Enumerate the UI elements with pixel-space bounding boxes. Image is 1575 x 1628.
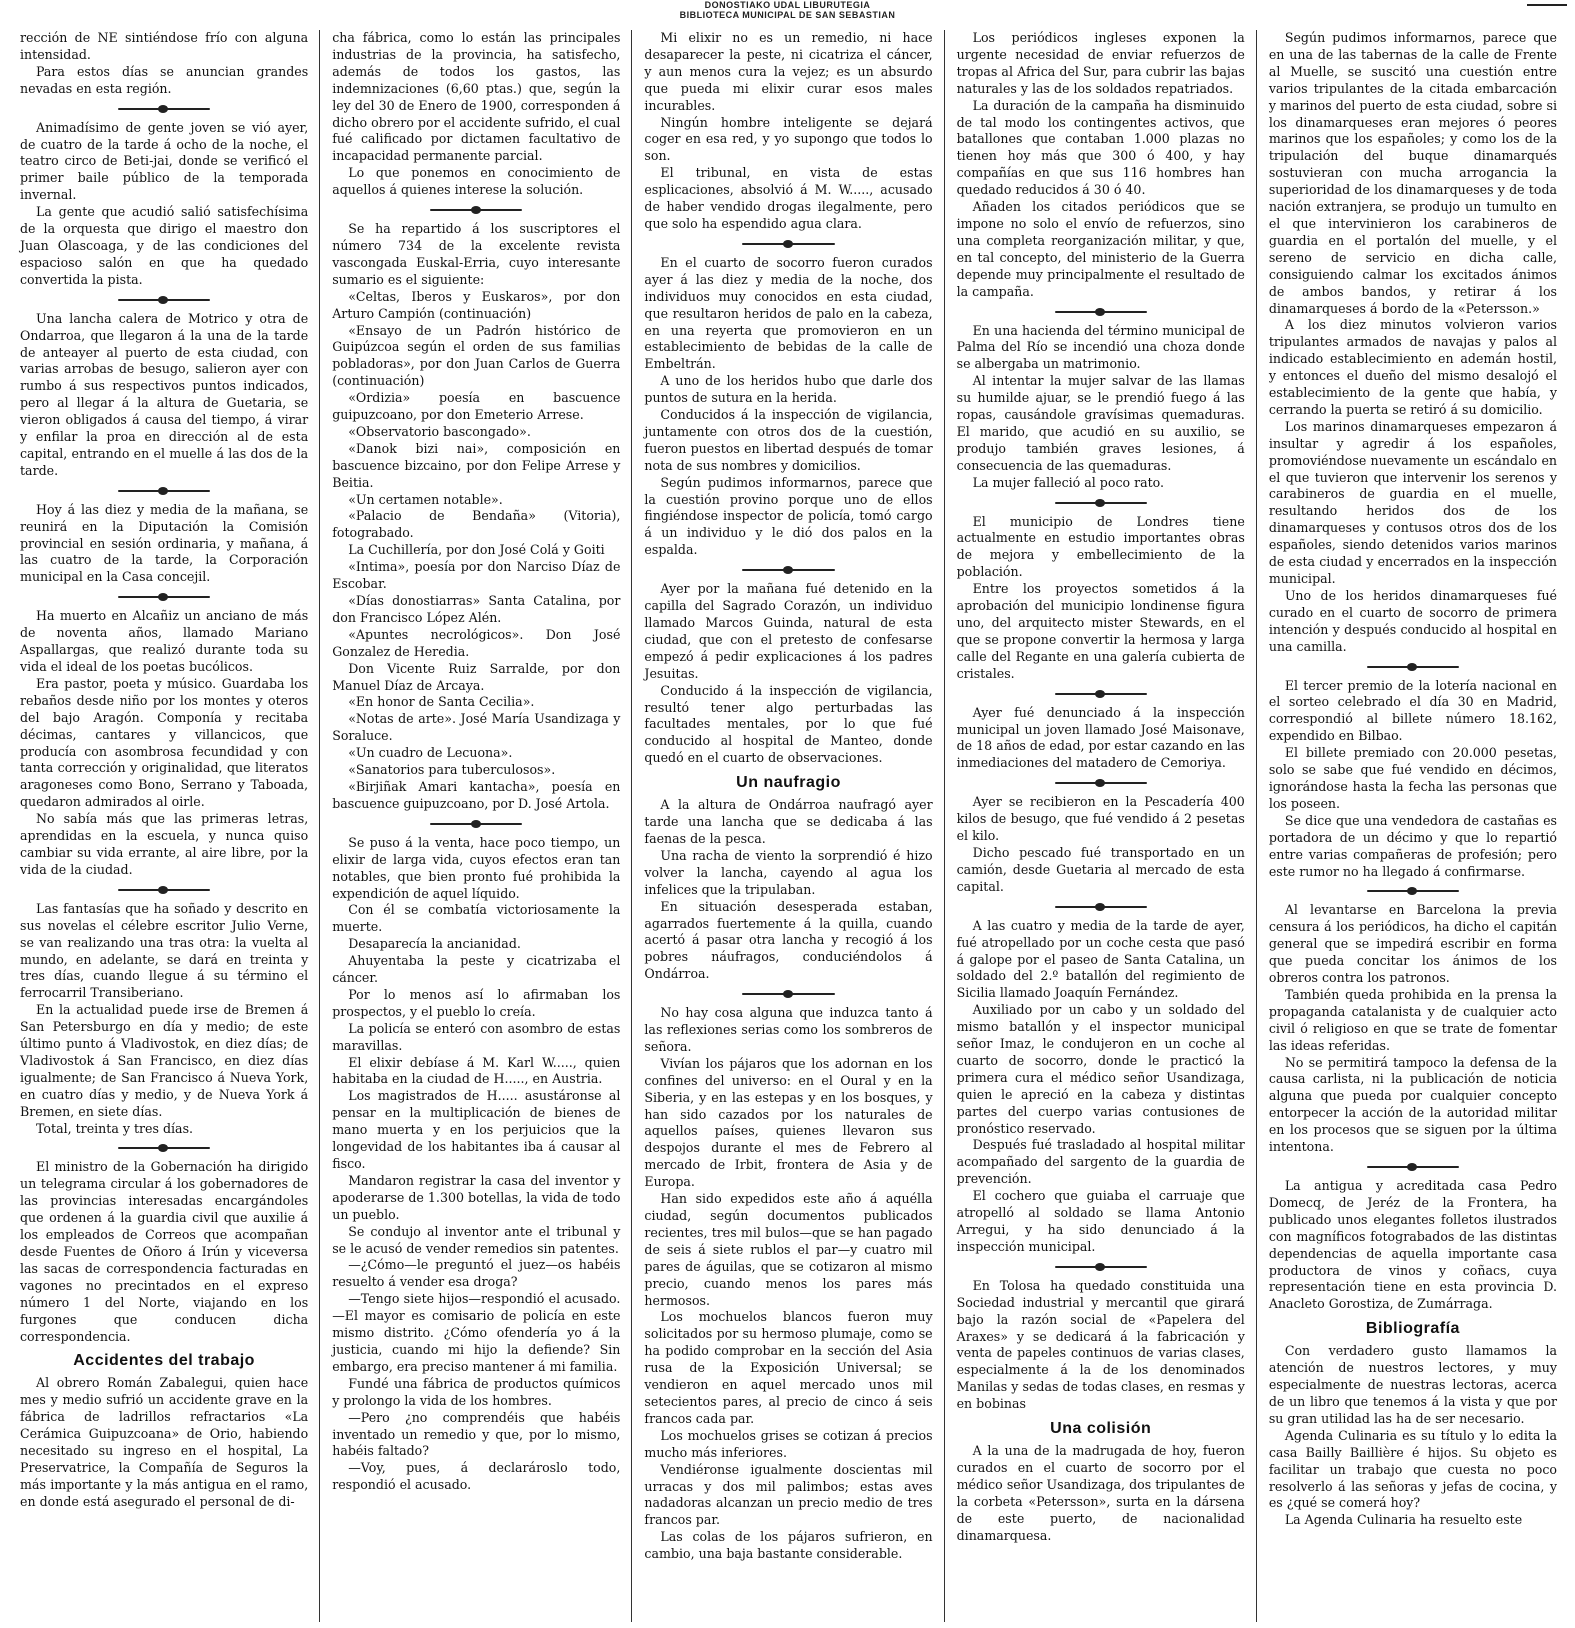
paragraph: Conducido á la inspección de vigilancia, resultó tener algo perturbadas las facultades mentales, por lo que fué conducido al hospital de Manteo, donde quedó en el cuarto de observaciones. <box>644 682 933 766</box>
separator <box>332 203 620 217</box>
paragraph: Para estos días se anuncian grandes nevadas en esta región. <box>20 63 309 96</box>
paragraph: Añaden los citados periódicos que se impone no solo el envío de refuerzos, sino una completa reorganización militar, y que, en tal concepto, del ministerio de la Guerra depende muy principalmente el resultado de la campaña. <box>956 199 1245 299</box>
paragraph: El billete premiado con 20.000 pesetas, solo se sabe que fué vendido en décimos, ignorándose hasta la fecha las personas que los poseen. <box>1268 745 1558 811</box>
paragraph: A las cuatro y media de la tarde de ayer, fué atropellado por un coche cesta que pasó á galope por el paseo de Santa Catalina, un soldado del 2.º batallón del regimiento de Sicilia llamado Joaquín Fernández. <box>956 917 1245 1001</box>
paragraph: Ayer por la mañana fué detenido en la capilla del Sagrado Corazón, un individuo llamado Marcos Guinda, natural de esta ciudad, que con el pretesto de confesarse empezó á pedir explicaciones á los padres Jesuitas. <box>644 581 933 681</box>
paragraph: Vendiéronse igualmente doscientas mil urracas y dos mil palimbos; estas aves nadadoras alcanzan un precio medio de tres francos par. <box>644 1461 933 1528</box>
paragraph: En el cuarto de socorro fueron curados ayer á las diez y media de la noche, dos individuos muy conocidos en esta ciudad, que resultaron heridos de palo en la cabeza, en una reyerta que promovieron en un establecimiento de bebidas de la calle de Embeltrán. <box>644 254 933 372</box>
paragraph: Al levantarse en Barcelona la previa censura á los periódicos, ha dicho el capitán general que se impedirá escribir en forma que pueda concitar los ánimos de los obreros contra los patronos. <box>1268 902 1558 986</box>
separator <box>20 102 308 116</box>
separator <box>957 900 1245 914</box>
column-5 <box>1257 30 1568 1622</box>
summary-item: «Birjiñak Amari kantacha», poesía en bascuence guipuzcoano, por D. José Artola. <box>332 778 621 811</box>
separator <box>957 496 1245 510</box>
header-line-1: DONOSTIAKO UDAL LIBURUTEGIA <box>704 0 871 10</box>
paragraph: Con él se combatía victoriosamente la muerte. <box>332 902 621 935</box>
column-1 <box>8 30 320 1622</box>
paragraph: Han sido expedidos este año á aquélla ciudad, según documentos publicados recientes, tres mil bulos—que se han pagado de seis á siete rublos el par—y cuatro mil pares de águilas, que se cotizaron al mismo precio, cuando menos los pares más hermosos. <box>644 1191 933 1308</box>
paragraph: El tribunal, en vista de estas esplicaciones, absolvió á M. W....., acusado de haber vendido drogas ilegalmente, pero que solo ha espendido agua clara. <box>644 165 933 231</box>
paragraph: A uno de los heridos hubo que darle dos puntos de sutura en la herida. <box>644 373 933 406</box>
paragraph: Mandaron registrar la casa del inventor y apoderarse de 1.300 botellas, la vida de todo un pueblo. <box>332 1172 621 1222</box>
paragraph: Con verdadero gusto llamamos la atención de nuestros lectores, y muy especialmente de nuestras lectoras, acerca de un libro que tenemos á la vista y que por su gran utilidad las ha de ser necesario. <box>1268 1343 1558 1426</box>
paragraph: rección de NE sintiéndose frío con alguna intensidad. <box>20 30 309 62</box>
paragraph: En una hacienda del término municipal de Palma del Río se incendió una choza donde se albergaba un matrimonio. <box>956 322 1245 372</box>
summary-item: «Celtas, Iberos y Euskaros», por don Arturo Campión (continuación) <box>332 288 621 321</box>
separator <box>644 237 932 251</box>
separator <box>1269 660 1557 674</box>
separator <box>644 987 932 1001</box>
summary-item: «Un cuadro de Lecuona». <box>348 745 513 761</box>
separator <box>957 1260 1245 1274</box>
column-3 <box>632 30 944 1622</box>
paragraph: Lo que ponemos en conocimiento de aquellos á quienes interese la solución. <box>332 165 621 198</box>
separator <box>20 1141 308 1155</box>
paragraph: La duración de la campaña ha disminuido de tal modo los contingentes activos, que batallones que contaban 1.000 plazas no tienen hoy más que 300 ó 400, y hay compañías en que sus 116 hombres han quedado reducidos á 30 ó 40. <box>956 97 1245 198</box>
summary-item: «Ordizia» poesía en bascuence guipuzcoano, por don Emeterio Arrese. <box>332 390 621 423</box>
section-heading: Una colisión <box>1050 1420 1152 1438</box>
separator <box>957 305 1245 319</box>
summary-item: «Sanatorios para tuberculosos». <box>348 762 556 778</box>
paragraph: La mujer falleció al poco rato. <box>972 474 1165 490</box>
paragraph: Ningún hombre inteligente se dejará coger en esa red, y yo supongo que todos lo son. <box>644 114 933 164</box>
paragraph: Entre los proyectos sometidos á la aprobación del municipio londinense figura uno, del arquitecto mister Stewards, en el que se propone convertir la hermosa y larga calle del Regante en una galería cubierta de cristales. <box>956 581 1245 681</box>
paragraph: Al obrero Román Zabalegui, quien hace mes y medio sufrió un accidente grave en la fábrica de ladrillos refractarios «La Cerámica Guipuzcoana» de Orio, habiendo necesitado su ingreso en el hospital, La Preservatrice, la Compañía de Seguros la más importante y la más antigua en el ramo, en donde está asegurado el personal de di- <box>20 1375 309 1509</box>
paragraph: Ayer se recibieron en la Pescadería 400 kilos de besugo, que fué vendido á 2 pesetas el kilo. <box>956 794 1245 844</box>
summary-item: «Días donostiarras» Santa Catalina, por don Francisco López Alén. <box>332 593 621 625</box>
summary-item: «En honor de Santa Cecilia». <box>348 694 535 710</box>
paragraph: Conducidos á la inspección de vigilancia, juntamente con otros dos de la cuestión, fueron puestos en libertad después de tomar nota de sus nombres y domicilios. <box>644 407 933 473</box>
paragraph: Era pastor, poeta y músico. Guardaba los rebaños desde niño por los montes y oteros del bajo Aragón. Componía y recitaba décimas, cantares y villancicos, que producía con asombrosa fecundidad y con tanta corrección y originalidad, que literatos aragoneses como Bono, Serrano y Taboada, quedaron admirados al oirle. <box>20 675 309 810</box>
paragraph: La gente que acudió salió satisfechísima de la orquesta que dirigo el maestro don Juan Olascoaga, y de las condiciones del espacioso salón en que ha quedado convertida la pista. <box>20 204 309 287</box>
paragraph: La Agenda Culinaria ha resuelto este <box>1284 1512 1523 1528</box>
paragraph: —Voy, pues, á declarároslo todo, respondió el acusado. <box>332 1460 621 1493</box>
paragraph: En Tolosa ha quedado constituida una Sociedad industrial y mercantil que girará bajo la razón social de «Papelera del Araxes» y se dedicará á la fabricación y venta de papeles continuos de varias clases, especialmente á la de los denominados Manilas y sedas de todas clases, en resmas y en bobinas <box>956 1277 1245 1412</box>
paragraph: Una racha de viento la sorprendió é hizo volver la lancha, cayendo al agua los infelices que la tripulaban. <box>644 847 933 897</box>
paragraph: Ahuyentaba la peste y cicatrizaba el cáncer. <box>332 953 621 986</box>
separator <box>20 484 308 498</box>
paragraph: cha fábrica, como lo están las principales industrias de la provincia, ha satisfecho, además de todos los gastos, las indemnizaciones (6,60 ptas.) que, según la ley del 30 de Enero de 1900, corresponden á dicho obrero por el accidente sufrido, el cual fué calificado por dictamen facultativo de incapacidad permanente parcial. <box>332 30 621 164</box>
summary-item: «Intima», poesía por don Narciso Díaz de Escobar. <box>332 559 621 592</box>
paragraph: —¿Cómo—le preguntó el juez—os habéis resuelto á vender esa droga? <box>332 1257 621 1290</box>
paragraph: No sabía más que las primeras letras, aprendidas en la escuela, y nunca quiso cambiar su vida errante, al aire libre, por la vida de la ciudad. <box>20 811 309 877</box>
separator <box>1269 884 1557 898</box>
paragraph: Total, treinta y tres días. <box>36 1120 194 1136</box>
paragraph: Los magistrados de H..... asustáronse al pensar en la multiplicación de bienes de mano muerta y en los perjuicios que la longevidad de los habitantes iba á causar al fisco. <box>332 1088 621 1171</box>
paragraph: A los diez minutos volvieron varios tripulantes armados de navajas y palos al indicado establecimiento en ademán hostil, y entonces el dueño del mismo desalojó el establecimiento de la gente que había, y cerrando la puerta se retiró á su domicilio. <box>1268 317 1558 417</box>
paragraph: También queda prohibida en la prensa la propaganda catalanista y de cualquier acto civil ó religioso en que se trate de fomentar las ideas referidas. <box>1268 986 1558 1053</box>
paragraph: En situación desesperada estaban, agarrados fuertemente á la quilla, cuando acertó á pasar otra lancha y recogió á los pobres náufragos, conduciéndolos á Ondárroa. <box>644 898 933 982</box>
paragraph: Hoy á las diez y media de la mañana, se reunirá en la Diputación la Comisión provincial en sesión ordinaria, y mañana, á las cuatro de la tarde, la Corporación municipal en la Casa concejil. <box>20 501 309 585</box>
paragraph: Desaparecía la ancianidad. <box>348 936 521 952</box>
separator <box>20 590 308 604</box>
summary-item: «Ensayo de un Padrón histórico de Guipúzcoa según el orden de sus familias pobladoras», por don Juan Carlos de Guerra (continuación) <box>332 322 621 389</box>
paragraph: Los mochuelos grises se cotizan á precios mucho más inferiores. <box>644 1427 933 1460</box>
section-heading: Un naufragio <box>736 774 841 792</box>
paragraph: Después fué trasladado al hospital militar acompañado del sargento de la guardia de prevención. <box>956 1137 1245 1187</box>
paragraph: Ha muerto en Alcañiz un anciano de más de noventa años, llamado Mariano Aspallargas, que realizó durante toda su vida el ideal de los poetas bucólicos. <box>20 608 309 674</box>
paragraph: El cochero que guiaba el carruaje que atropelló al soldado se llama Antonio Arregui, y ha sido denunciado á la inspección municipal. <box>956 1188 1245 1254</box>
paragraph: El elixir debíase á M. Karl W....., quien habitaba en la ciudad de H....., en Austria. <box>332 1054 621 1087</box>
paragraph: Se puso á la venta, hace poco tiempo, un elixir de larga vida, cuyos efectos eran tan notables, que bien pronto fué prohibida la expendición de aquel líquido. <box>332 834 621 901</box>
summary-item: La Cuchillería, por don José Colá y Goiti <box>348 542 605 558</box>
separator <box>957 776 1245 790</box>
paragraph: Por lo menos así lo afirmaban los prospectos, y el pueblo lo creía. <box>332 986 621 1019</box>
paragraph: Los periódicos ingleses exponen la urgente necesidad de enviar refuerzos de tropas al Africa del Sur, para cubrir las bajas naturales y las de los soldados repatriados. <box>956 30 1245 96</box>
paragraph: Una lancha calera de Motrico y otra de Ondarroa, que llegaron á la una de la tarde de anteayer al puerto de esta ciudad, con varias arrobas de besugo, salieron ayer con rumbo á sus respectivos puntos indicados, pero al llegar á la altura de Guetaria, se vieron obligados á causa del tiempo, á virar y enfilar la proa en dirección al de esta capital, entrando en el muelle á las dos de la tarde. <box>20 310 309 478</box>
paragraph: Uno de los heridos dinamarqueses fué curado en el cuarto de socorro de primera intención y después conducido al hospital en una camilla. <box>1268 587 1558 654</box>
paragraph: Animadísimo de gente joven se vió ayer, de cuatro de la tarde á ocho de la noche, el teatro circo de Beti-jai, donde se verificó el primer baile público de la temporada invernal. <box>20 119 309 203</box>
header-line-2: BIBLIOTECA MUNICIPAL DE SAN SEBASTIAN <box>679 10 896 20</box>
section-heading: Accidentes del trabajo <box>73 1352 255 1370</box>
summary-item: «Danok bizi nai», composición en bascuence bizcaino, por don Felipe Arrese y Beitia. <box>332 440 621 490</box>
summary-item: «Un certamen notable». <box>348 491 503 507</box>
paragraph: El tercer premio de la lotería nacional en el sorteo celebrado el día 30 en Madrid, correspondió al billete número 18.162, expendido en Bilbao. <box>1268 677 1558 744</box>
paragraph: Las colas de los pájaros sufrieron, en cambio, una baja bastante considerable. <box>644 1529 933 1562</box>
paragraph: Ayer fué denunciado á la inspección municipal un joven llamado José Maisonave, de 18 años de edad, por estar cazando en las inmediaciones del matadero de Cemoriya. <box>956 704 1245 771</box>
column-4 <box>945 30 1257 1622</box>
summary-item: «Observatorio bascongado». <box>348 423 531 439</box>
paragraph: Al intentar la mujer salvar de las llamas su humilde ajuar, se le prendió fuego á las ropas, causándole gravísimas quemaduras. El marido, que acudió en su auxilio, se produjo también graves lesiones, á consecuencia de las quemaduras. <box>956 373 1245 473</box>
paragraph: Según pudimos informarnos, parece que en una de las tabernas de la calle de Frente al Muelle, se suscitó una cuestión entre varios tripulantes de la citada embarcación y marinos del puerto de esta ciudad, sobre si los dinamarqueses eran mejores ó peores marinos que los españoles; y como los de la tripulación del buque dinamarqués sostuvieran con mucha arrogancia la superioridad de los dinamarqueses y de toda nación extranjera, se produjo un tumulto en el que intervinieron los carabineros de guardia en el portalón del muelle, y el sereno de servicio en dicha calle, consiguiendo calmar los excitados ánimos de ambos bandos, y retirar á los dinamarqueses á bordo de la «Petersson.» <box>1268 30 1558 316</box>
paragraph: A la una de la madrugada de hoy, fueron curados en el cuarto de socorro por el médico señor Usandizaga, dos tripulantes de la corbeta «Petersson», surta en la dársena de este puerto, de nacionalidad dinamarquesa. <box>956 1443 1245 1543</box>
paragraph: No hay cosa alguna que induzca tanto á las reflexiones serias como los sombreros de señora. <box>644 1005 933 1054</box>
paragraph: Los marinos dinamarqueses empezaron á insultar y agredir á los españoles, promoviéndose nuevamente un escándalo en el que tuvieron que intervenir los serenos y carabineros de guardia en el muelle, resultando heridos dos de los dinamarqueses y contusos otros dos de los españoles, siendo detenidos varios marinos de esta ciudad y encerrados en la inspección municipal. <box>1268 418 1558 586</box>
summary-item: Don Vicente Ruiz Sarralde, por don Manuel Díaz de Arcaya. <box>332 660 621 693</box>
paragraph: A la altura de Ondárroa naufragó ayer tarde una lancha que se dedicaba á las faenas de la pesca. <box>644 797 933 846</box>
section-heading: Bibliografía <box>1365 1320 1460 1338</box>
paragraph: La antigua y acreditada casa Pedro Domecq, de Jeréz de la Frontera, ha publicado unos elegantes folletos ilustrados con magníficos fotograbados de las distintas dependencias de aquella importante casa productora de vinos y coñacs, cuya representación tiene en esta provincia D. Anacleto Gorostiza, de Zumárraga. <box>1268 1178 1558 1312</box>
library-header <box>0 0 1575 24</box>
paragraph: En la actualidad puede irse de Bremen á San Petersburgo en día y medio; de este último punto á Vladivostok, en diez días; de Vladivostok á San Francisco, en diez días igualmente; de San Francisco á Nueva York, en cuatro días y medio, y de Nueva York á Bremen, en siete días. <box>20 1002 309 1119</box>
separator <box>1269 1160 1557 1174</box>
separator <box>957 687 1245 701</box>
column-2 <box>320 30 632 1622</box>
paragraph: La policía se enteró con asombro de estas maravillas. <box>332 1020 621 1053</box>
paragraph: Vivían los pájaros que los adornan en los confines del universo: en el Oural y en la Siberia, y en las estepas y en los bosques, y han sido cazados por los naturales de aquellos países, quienes llevaron sus despojos durante el mes de Febrero al mercado de Irbit, frontera de Asia y de Europa. <box>644 1055 933 1190</box>
separator <box>332 817 620 831</box>
separator <box>644 563 932 577</box>
separator <box>20 293 308 307</box>
paragraph: Auxiliado por un cabo y un soldado del mismo batallón y el inspector municipal señor Imaz, le condujeron en un coche al cuarto de socorro, donde le practicó la primera cura el médico señor Usandizaga, quien le apreció en la cabeza y distintas partes del cuerpo varias contusiones de pronóstico reservado. <box>956 1002 1245 1136</box>
paragraph: —Tengo siete hijos—respondió el acusado.—El mayor es comisario de policía en este mismo distrito. ¿Cómo ofendería yo á la justicia, cuando mi hijo la defiende? Sin embargo, era preciso mantener á mi familia. <box>332 1291 621 1374</box>
paragraph: Se dice que una vendedora de castañas es portadora de un décimo y que lo repartió entre varias compañeras de profesión; pero este rumor no ha llegado á confirmarse. <box>1268 812 1558 879</box>
paragraph: No se permitirá tampoco la defensa de la causa carlista, ni la publicación de noticia alguna que pueda por cualquier concepto entorpecer la acción de la autoridad militar en los procesos que se siguen por la última intentona. <box>1268 1054 1558 1155</box>
summary-item: «Apuntes necrológicos». Don José Gonzalez de Heredia. <box>332 626 621 659</box>
paragraph: —Pero ¿no comprendéis que habéis inventado un remedio y que, por lo mismo, habéis faltado? <box>332 1409 621 1459</box>
paragraph: Las fantasías que ha soñado y descrito en sus novelas el célebre escritor Julio Verne, se van realizando una tras otra: la vuelta al mundo, en adelante, se dará en treinta y tres días, cuando llegue á su término el ferrocarril Transiberiano. <box>20 900 309 1001</box>
paragraph: Los mochuelos blancos fueron muy solicitados por su hermoso plumaje, como se ha podido comprobar en la sección del Asia rusa de la Exposición Universal; se vendieron en aquel mercado unos mil setecientos pares, al precio de cinco á seis francos cada par. <box>644 1309 933 1426</box>
newspaper-page <box>8 30 1568 1622</box>
paragraph: Según pudimos informarnos, parece que la cuestión provino porque uno de ellos fingiéndose inspector de policía, tomó cargo á un individuo y le dió dos palos en la espalda. <box>644 474 933 558</box>
paragraph: Se condujo al inventor ante el tribunal y se le acusó de vender remedios sin patentes. <box>332 1223 621 1256</box>
summary-item: «Notas de arte». José María Usandizaga y Soraluce. <box>332 711 621 744</box>
paragraph: Mi elixir no es un remedio, ni hace desaparecer la peste, ni cicatriza el cáncer, y aun menos cura la vejez; es un absurdo que pueda mi elixir curar esos males incurables. <box>644 30 933 113</box>
paragraph: Se ha repartido á los suscriptores el número 734 de la excelente revista vascongada Euskal-Erria, cuyo interesante sumario es el siguiente: <box>332 221 621 287</box>
paragraph: Agenda Culinaria es su título y lo edita la casa Bailly Baillière é hijos. Su objeto es facilitar un trabajo que cuesta no poco resolverlo á las señoras y jefas de cocina, y es ¿qué se comerá hoy? <box>1268 1427 1558 1511</box>
paragraph: Fundé una fábrica de productos químicos y prolongo la vida de los hombres. <box>332 1375 621 1408</box>
paragraph: El ministro de la Gobernación ha dirigido un telegrama circular á los gobernadores de las provincias interesadas encargándoles que ordenen á la guardia civil que auxilie á los empleados de Correos que acompañan desde Fuentes de Oñoro á Irún y viceversa las sacas de correspondencia facturadas en vagones no precintados en el expreso número 1 del Norte, viajando en los furgones que conducen dicha correspondencia. <box>20 1159 309 1344</box>
summary-item: «Palacio de Bendaña» (Vitoria), fotograbado. <box>332 508 621 541</box>
paragraph: Dicho pescado fué transportado en un camión, desde Guetaria al mercado de esta capital. <box>956 844 1245 894</box>
corner-mark <box>1527 4 1567 20</box>
separator <box>20 883 308 897</box>
paragraph: El municipio de Londres tiene actualmente en estudio importantes obras de mejora y embellecimiento de la población. <box>956 513 1245 580</box>
